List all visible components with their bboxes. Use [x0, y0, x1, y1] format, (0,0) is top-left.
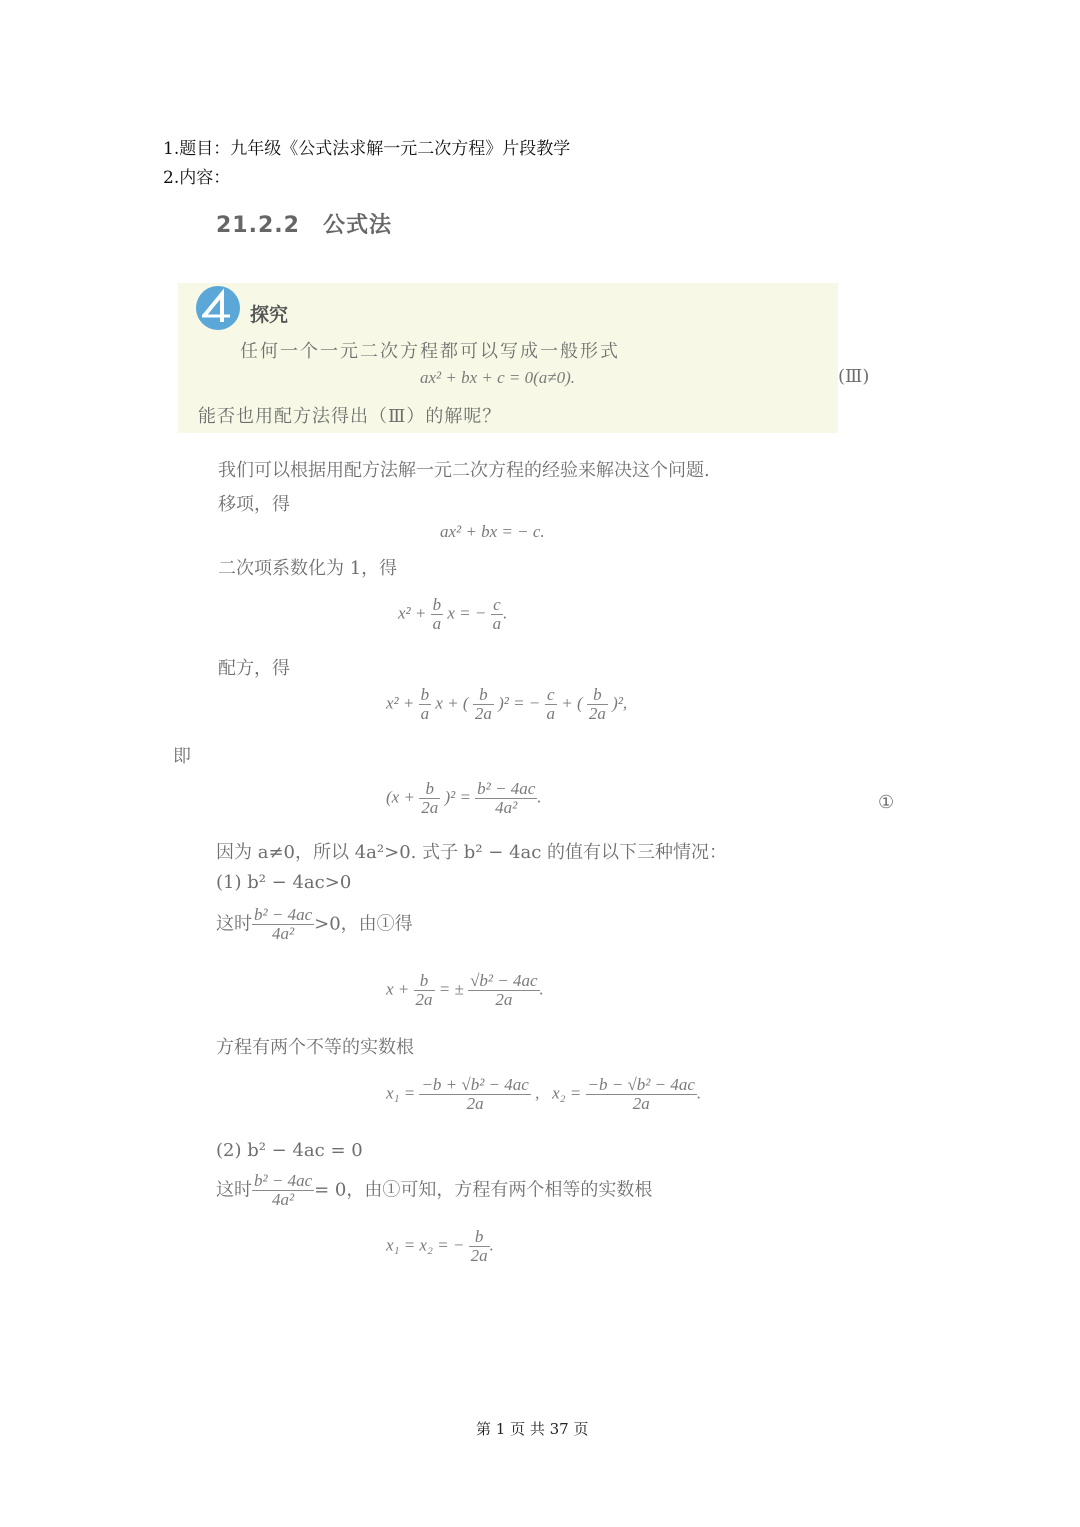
explore-icon	[196, 286, 240, 330]
coef-text: 二次项系数化为 1，得	[218, 558, 398, 579]
eq-1-label: ①	[878, 792, 895, 813]
explore-question: 能否也用配方法得出（Ⅲ）的解呢？	[198, 406, 502, 427]
section-title: 21.2.2 公式法	[216, 213, 392, 238]
eq-normalized: x² + $\frac{b}{a}$ x = − $\frac{c}{a}$ .	[398, 595, 508, 633]
page-footer: 第 1 页 共 37 页	[476, 1420, 589, 1438]
eq-roots-equal: x₁ = x₂ = − $\frac{b}{2a}$ .	[386, 1227, 494, 1265]
eq-move: ax² + bx = − c.	[440, 522, 545, 541]
eq-roots-unequal: x₁ = $\frac{\text{−b + √b² − 4ac}}{2a}$ , x₂ = $\frac{\text{−b − √b² − 4ac}}{2a}$ .	[386, 1075, 702, 1113]
explore-text: 任何一个一元二次方程都可以写成一般形式	[240, 341, 620, 362]
ji-text: 即	[173, 746, 191, 767]
header-line-2: 2.内容：	[163, 168, 231, 188]
eq-case1-root: x + $\frac{b}{2a}$ = ± $\frac{\text{√b² − 4ac}}{2a}$ .	[386, 971, 544, 1009]
two-unequal-text: 方程有两个不等的实数根	[216, 1037, 414, 1058]
header-line-1: 1.题目：九年级《公式法求解一元二次方程》片段教学	[163, 139, 571, 159]
because-text: 因为 a≠0，所以 4a²>0. 式子 b² − 4ac 的值有以下三种情况：	[216, 842, 728, 863]
case-2-then: 这时 $\frac{\text{b² − 4ac}}{\text{4a²}}$ = 0，由①可知，方程有两个相等的实数根	[216, 1171, 653, 1209]
explore-label: 探究	[250, 304, 289, 326]
complete-text: 配方，得	[218, 658, 290, 679]
eq-1: (x + $\frac{b}{2a}$ )² = $\frac{\text{b² − 4ac}}{\text{4a²}}$ .	[386, 779, 542, 817]
intro-text: 我们可以根据用配方法解一元二次方程的经验来解决这个问题.	[218, 460, 710, 481]
move-text: 移项，得	[218, 494, 290, 515]
case-1: (1) b² − 4ac>0	[216, 872, 352, 893]
general-form-formula: ax² + bx + c = 0(a≠0).	[420, 368, 576, 387]
case-1-then: 这时 $\frac{\text{b² − 4ac}}{\text{4a²}}$ >0，由①得	[216, 905, 413, 943]
formula-tag-iii: (Ⅲ)	[838, 366, 870, 387]
eq-complete-square: x² + $\frac{b}{a}$ x + ( $\frac{b}{2a}$ )² = − $\frac{c}{a}$ + ( $\frac{b}{2a}$ )²,	[386, 685, 628, 723]
case-2: (2) b² − 4ac = 0	[216, 1140, 363, 1161]
